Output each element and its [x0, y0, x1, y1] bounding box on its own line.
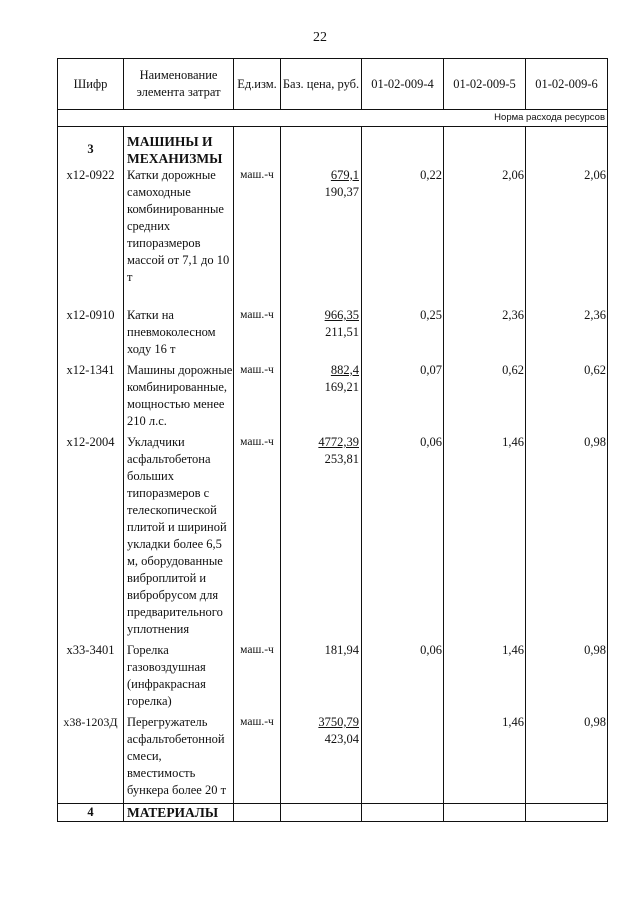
- row-unit: маш.-ч: [234, 167, 281, 286]
- row-name: Катки дорожные самоходные комбинированные средних типоразмеров массой от 7,1 до 10 т: [124, 167, 234, 286]
- section3-row: [58, 127, 608, 168]
- row-price-wage: 211,51: [325, 325, 359, 339]
- row-code: х12-2004: [58, 434, 124, 638]
- row-price-wage: 190,37: [324, 185, 359, 199]
- row-value-col2: 2,06: [444, 167, 526, 286]
- row-value-col3: 0,98: [526, 642, 608, 710]
- table-row: [58, 362, 608, 430]
- norm-caption: Норма расхода ресурсов: [58, 110, 608, 127]
- row-name: Горелка газовоздушная (инфракрасная горелка): [124, 642, 234, 710]
- row-price: [281, 167, 362, 286]
- row-value-col1: 0,06: [362, 434, 444, 638]
- row-name: Машины дорожные комбинированные, мощностью менее 210 л.с.: [124, 362, 234, 430]
- row-name: Укладчики асфальтобетона больших типоразмеров с телескопической плитой и шириной укладки более 6,5 м, оборудованные виброплитой и вибробрусом для предварительного уплотнения: [124, 434, 234, 638]
- row-name: Катки на пневмоколесном ходу 16 т: [124, 307, 234, 358]
- header-unit: Ед.изм.: [234, 59, 281, 110]
- page-number: 22: [313, 30, 327, 45]
- row-price: [281, 714, 362, 799]
- row-price-base: 181,94: [324, 643, 359, 657]
- row-price-base: 882,4: [330, 363, 359, 377]
- row-value-col2: 0,62: [444, 362, 526, 430]
- norm-row: [58, 110, 608, 127]
- header-col1: 01-02-009-4: [362, 59, 444, 110]
- row-price-wage: 169,21: [324, 380, 359, 394]
- row-value-col1: 0,07: [362, 362, 444, 430]
- row-value-col1: 0,06: [362, 642, 444, 710]
- row-value-col1: 0,25: [362, 307, 444, 358]
- row-code: х12-0910: [58, 307, 124, 358]
- row-price: [281, 362, 362, 430]
- row-value-col3: 0,98: [526, 434, 608, 638]
- table-row: [58, 307, 608, 358]
- section3-title: МАШИНЫ И МЕХАНИЗМЫ: [124, 127, 234, 168]
- row-value-col3: 0,98: [526, 714, 608, 799]
- row-price: [281, 434, 362, 638]
- row-value-col3: 2,36: [526, 307, 608, 358]
- table-row: [58, 434, 608, 638]
- row-unit: маш.-ч: [234, 307, 281, 358]
- row-price: [281, 642, 362, 710]
- row-code: х38-1203Д: [58, 714, 124, 799]
- header-price: Баз. цена, руб.: [281, 59, 362, 110]
- row-value-col3: 2,06: [526, 167, 608, 286]
- header-col2: 01-02-009-5: [444, 59, 526, 110]
- row-value-col2: 2,36: [444, 307, 526, 358]
- row-value-col2: 1,46: [444, 434, 526, 638]
- row-value-col1: 0,22: [362, 167, 444, 286]
- row-code: х12-0922: [58, 167, 124, 286]
- row-price-base: 966,35: [324, 308, 359, 322]
- row-unit: маш.-ч: [234, 714, 281, 799]
- header-col3: 01-02-009-6: [526, 59, 608, 110]
- row-price-base: 4772,39: [318, 435, 359, 449]
- row-value-col3: 0,62: [526, 362, 608, 430]
- table-row: [58, 642, 608, 710]
- row-unit: маш.-ч: [234, 642, 281, 710]
- section4-row: [58, 803, 608, 821]
- row-price-base: 3750,79: [318, 715, 359, 729]
- table-row: [58, 167, 608, 286]
- header-code: Шифр: [58, 59, 124, 110]
- row-unit: маш.-ч: [234, 362, 281, 430]
- row-name: Перегружатель асфальтобетонной смеси, вместимость бункера более 20 т: [124, 714, 234, 799]
- row-price-base: 679,1: [330, 168, 359, 182]
- row-price-wage: 253,81: [324, 452, 359, 466]
- row-unit: маш.-ч: [234, 434, 281, 638]
- section4-number: 4: [58, 803, 124, 821]
- section4-title: МАТЕРИАЛЫ: [124, 803, 234, 821]
- header-name: Наименование элемента затрат: [124, 59, 234, 110]
- row-code: х12-1341: [58, 362, 124, 430]
- row-code: х33-3401: [58, 642, 124, 710]
- table-header-row: [58, 59, 608, 110]
- row-value-col1: [362, 714, 444, 799]
- row-price: [281, 307, 362, 358]
- section3-number: 3: [58, 127, 124, 168]
- row-price-wage: 423,04: [324, 732, 359, 746]
- row-value-col2: 1,46: [444, 642, 526, 710]
- row-value-col2: 1,46: [444, 714, 526, 799]
- table-row: [58, 714, 608, 799]
- resource-table: [57, 58, 608, 822]
